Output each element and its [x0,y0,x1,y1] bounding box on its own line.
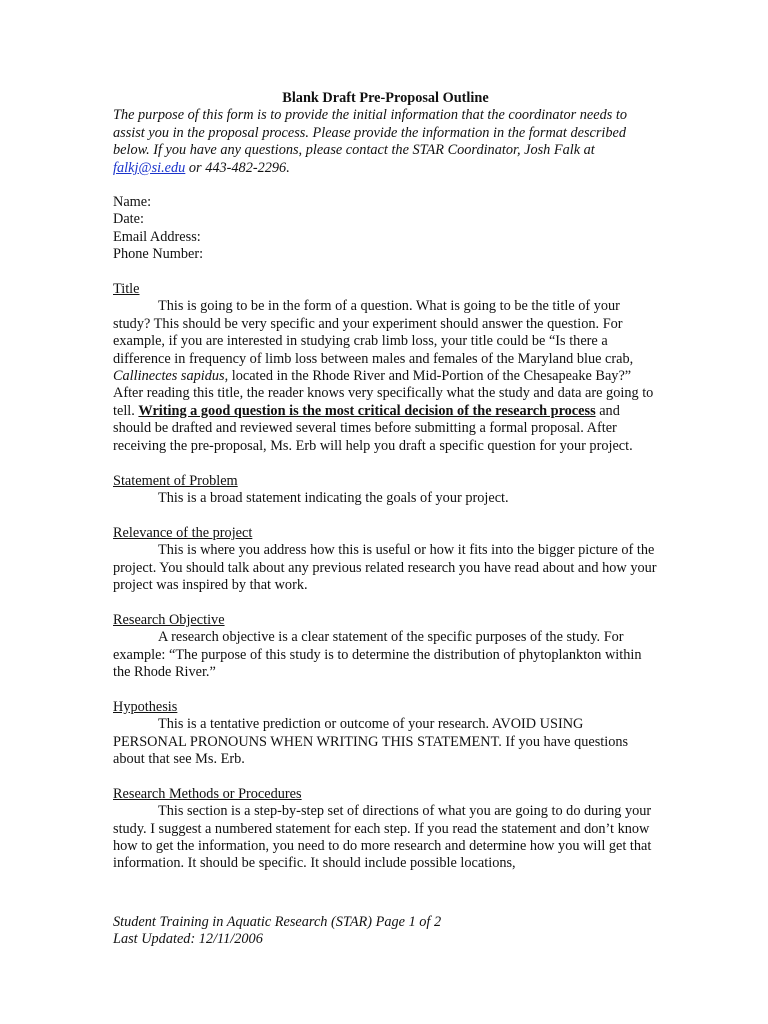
document-title: Blank Draft Pre-Proposal Outline [282,90,489,106]
problem-description: This is a broad statement indicating the goals of your project. [158,489,509,506]
objective-section [113,612,658,682]
relevance-heading: Relevance of the project [113,524,253,541]
objective-heading: Research Objective [113,611,225,628]
species-name: Callinectes sapidus [113,368,225,385]
purpose-text: The purpose of this form is to provide the initial information that the coordinator needs to assist you in the proposal process. Please provide the information in the format described below. If you have any questions, please contact the STAR Coordinator, Josh Falk at [113,107,628,159]
methods-description: This section is a step-by-step set of directions of what you are going to do during your study. I suggest a numbered statement for each step. If you read the statement and don’t know how to get the information, you need to do more research and determine how you will get that information. It should be specific. It should include possible locations, [113,803,652,872]
methods-heading: Research Methods or Procedures [113,785,302,802]
hypothesis-description: This is a tentative prediction or outcome of your research. AVOID USING PERSONAL PRONOUNS WHEN WRITING THIS STATEMENT. If you have questions about that see Ms. Erb. [113,716,629,767]
footer-program-page: Student Training in Aquatic Research (STAR) Page 1 of 2 [113,914,442,930]
email-field-label: Email Address: [113,228,201,245]
title-text-part1: This is going to be in the form of a question. What is going to be the title of your study? This should be very specific and your experiment should answer the question. For example, if you are interested in studying crab limb loss, your title could be “Is there a difference in frequency of limb loss between males and females of the Maryland blue crab, [113,298,634,367]
footer-last-updated: Last Updated: 12/11/2006 [113,931,263,948]
phone-field-label: Phone Number: [113,246,204,263]
contact-fields [113,194,658,264]
problem-heading: Statement of Problem [113,472,238,489]
critical-decision-emphasis: Writing a good question is the most critical decision of the research process [138,402,596,419]
title-description [113,298,658,455]
methods-section [113,786,658,873]
relevance-description: This is where you address how this is useful or how it fits into the bigger picture of the project. You should talk about any previous related research you have read about and how your project was inspired by that work. [113,542,657,593]
title-text-part3: and should be drafted and reviewed several times before submitting a formal proposal. After receiving the pre-proposal, Ms. Erb will help you draft a specific question for your project. [113,402,633,454]
relevance-section [113,525,658,595]
hypothesis-section [113,699,658,769]
title-section [113,281,658,455]
page-footer [113,914,658,949]
title-text-part2: , located in the Rhode River and Mid-Portion of the Chesapeake Bay?” After reading this title, the reader knows very specifically what the study and data are going to tell. [113,368,654,419]
date-field-label: Date: [113,211,144,228]
document-page [113,90,658,873]
purpose-statement [113,107,658,177]
name-field-label: Name: [113,194,152,211]
title-heading: Title [113,281,140,298]
hypothesis-heading: Hypothesis [113,698,178,715]
coordinator-email-link[interactable]: falkj@si.edu [113,159,186,176]
purpose-phone-text: or 443-482-2296. [185,159,290,176]
objective-description: A research objective is a clear statement of the specific purposes of the study. For example: “The purpose of this study is to determine the distribution of phytoplankton within the Rhode River.” [113,629,642,680]
problem-section [113,473,658,508]
